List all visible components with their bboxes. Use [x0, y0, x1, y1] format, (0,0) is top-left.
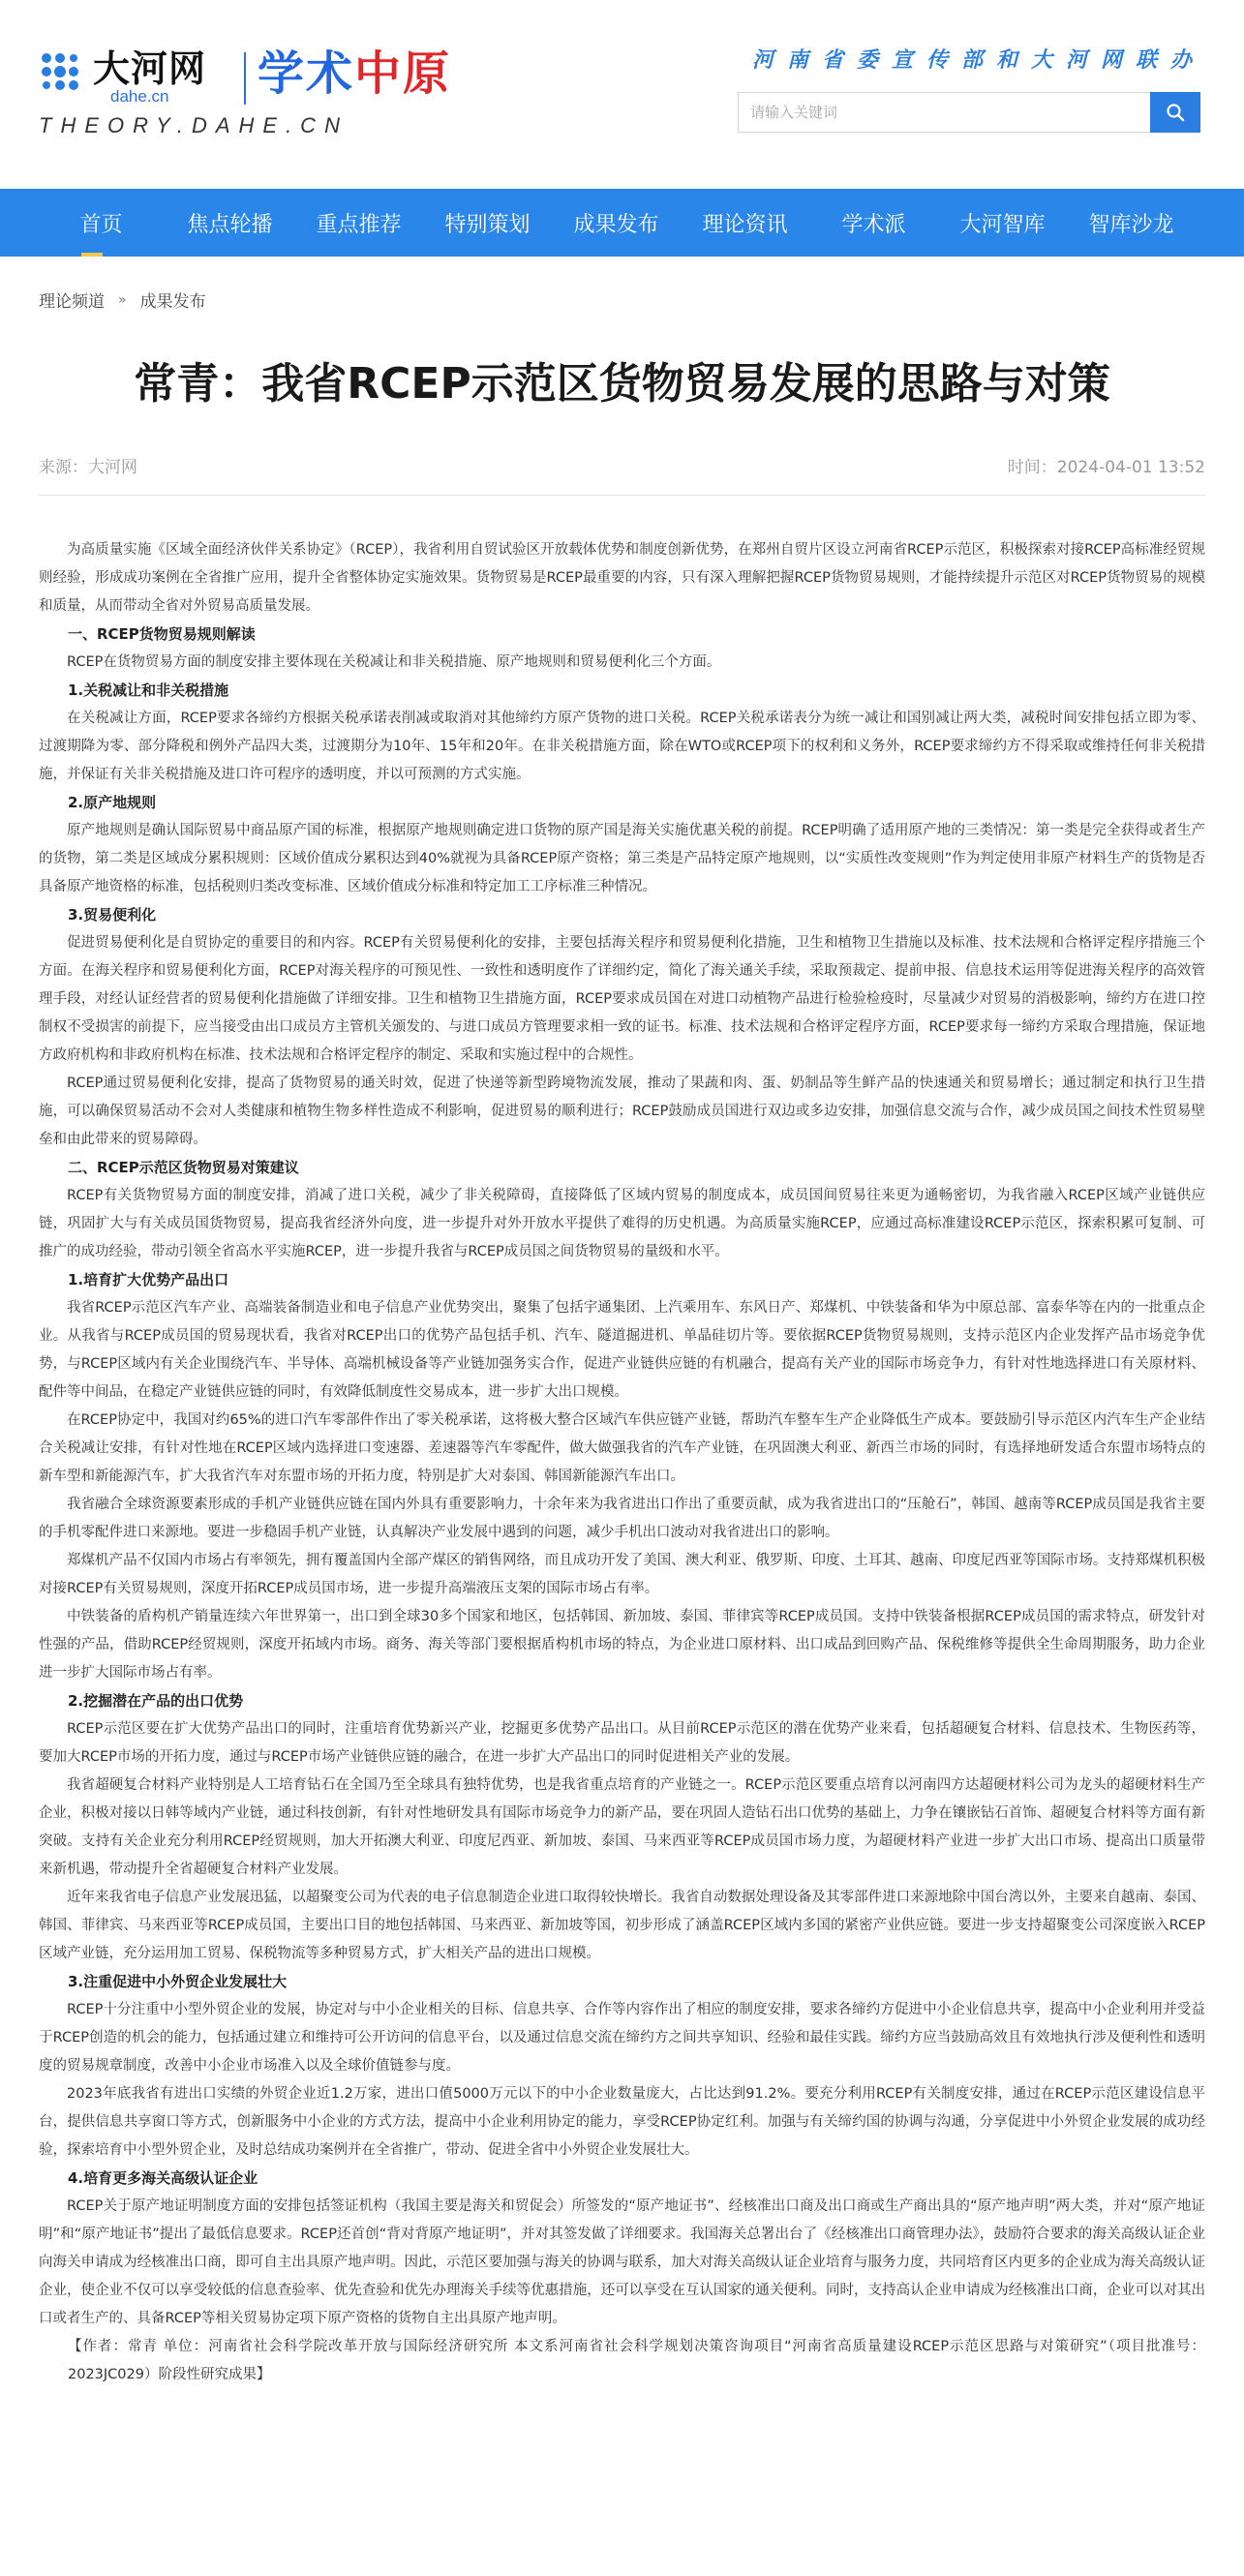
breadcrumb-channel[interactable]: 理论频道	[39, 292, 105, 312]
breadcrumb	[0, 257, 1244, 318]
logo-dahe-text: 大河网	[93, 47, 207, 90]
article-paragraph: RCEP十分注重中小型外贸企业的发展，协定对与中小企业相关的目标、信息共享、合作等内容作出了相应的制度安排，要求各缔约方促进中小企业信息共享，提高中小企业利用并受益于RCEP创造的机会的能力，包括通过建立和维持可公开访问的信息平台，以及通过信息交流在缔约方之间共享知识、经验和最佳实践。缔约方应当鼓励高效且有效地执行涉及便利性和透明度的贸易规章制度，改善中小企业市场准入以及全球价值链参与度。	[39, 2002, 1205, 2074]
logo-zhongyuan-text: 中原	[354, 46, 452, 101]
article-paragraph: 在关税减让方面，RCEP要求各缔约方根据关税承诺表削减或取消对其他缔约方原产货物的进口关税。RCEP关税承诺表分为统一减让和国别减让两大类，减税时间安排包括立即为零、过渡期降为零、部分降税和例外产品四大类，过渡期分为10年、15年和20年。在非关税措施方面，除在WTO或RCEP项下的权利和义务外，RCEP要求缔约方不得采取或维持任何非关税措施，并保证有关非关税措施及进口许可程序的透明度，并以可预测的方式实施。	[39, 711, 1205, 782]
article-paragraph: 为高质量实施《区域全面经济伙伴关系协定》（RCEP），我省利用自贸试验区开放载体优势和制度创新优势，在郑州自贸片区设立河南省RCEP示范区，积极探索对接RCEP高标准经贸规则经验，形成成功案例在全省推广应用，提升全省整体协定实施效果。货物贸易是RCEP最重要的内容，只有深入理解把握RCEP货物贸易规则，才能持续提升示范区对RCEP货物贸易的规模和质量，从而带动全省对外贸易高质量发展。	[39, 542, 1205, 614]
subsection-heading: 2.挖掘潜在产品的出口优势	[68, 1692, 244, 1710]
article-time: 时间：2024-04-01 13:52	[1007, 457, 1205, 477]
site-logo[interactable]	[39, 46, 620, 163]
nav-item-thinktank[interactable]: 大河智库	[959, 212, 1046, 237]
breadcrumb-separator: »	[118, 291, 127, 308]
article-paragraph: 我省融合全球资源要素形成的手机产业链供应链在国内外具有重要影响力，十余年来为我省进出口作出了重要贡献，成为我省进出口的“压舱石”，韩国、越南等RCEP成员国是我省主要的手机零配件进口来源地。要进一步稳固手机产业链，认真解决产业发展中遇到的问题，减少手机出口波动对我省进出口的影响。	[39, 1497, 1205, 1540]
nav-item-news[interactable]: 理论资讯	[702, 212, 788, 237]
subsection-heading: 4.培育更多海关高级认证企业	[68, 2169, 258, 2187]
article-source: 来源：大河网	[39, 457, 137, 477]
search-input[interactable]	[738, 92, 1150, 133]
article-paragraph: 我省超硬复合材料产业特别是人工培育钻石在全国乃至全球具有独特优势，也是我省重点培育的产业链之一。RCEP示范区要重点培育以河南四方达超硬材料公司为龙头的超硬材料生产企业，积极对接以日韩等域内产业链，通过科技创新，有针对性地研发具有国际市场竞争力的新产品，要在巩固人造钻石出口优势的基础上，力争在镶嵌钻石首饰、超硬复合材料等方面有新突破。支持有关企业充分利用RCEP经贸规则，加大开拓澳大利亚、印度尼西亚、新加坡、泰国、马来西亚等RCEP成员国市场力度，为超硬材料产业进一步扩大出口市场、提高出口质量带来新机遇，带动提升全省超硬复合材料产业发展。	[39, 1777, 1205, 1877]
article-title: 常青：我省RCEP示范区货物贸易发展的思路与对策	[134, 359, 1110, 409]
search-button[interactable]	[1150, 92, 1200, 133]
header-slogan: 河南省委宣传部和大河网联办	[751, 48, 1205, 73]
article-paragraph: 我省RCEP示范区汽车产业、高端装备制造业和电子信息产业优势突出，聚集了包括宇通集团、上汽乘用车、东风日产、郑煤机、中铁装备和华为中原总部、富泰华等在内的一批重点企业。从我省与RCEP成员国的贸易现状看，我省对RCEP出口的优势产品包括手机、汽车、隧道掘进机、单晶硅切片等。要依据RCEP货物贸易规则，支持示范区内企业发挥产品市场竞争优势，与RCEP区域内有关企业围绕汽车、半导体、高端机械设备等产业链加强务实合作，促进产业链供应链的有机融合，提高有关产业的国际市场竞争力，有针对性地选择进口有关原材料、配件等中间品，在稳定产业链供应链的同时，有效降低制度性交易成本，进一步扩大出口规模。	[39, 1300, 1205, 1400]
search-icon	[1166, 103, 1185, 122]
breadcrumb-section[interactable]: 成果发布	[139, 292, 206, 312]
search-box	[738, 92, 1200, 133]
article-paragraph: 2023年底我省有进出口实绩的外贸企业近1.2万家，进出口值5000万元以下的中小企业数量庞大，占比达到91.2%。要充分利用RCEP有关制度安排，通过在RCEP示范区建设信息平台，提供信息共享窗口等方式，创新服务中小企业的方式方法，提高中小企业利用协定的能力，享受RCEP协定红利。加强与有关缔约国的协调与沟通，分享促进中小外贸企业发展的成功经验，探索培育中小型外贸企业，及时总结成功案例并在全省推广，带动、促进全省中小外贸企业发展壮大。	[39, 2086, 1205, 2158]
article-body	[0, 496, 1244, 2389]
logo-divider	[244, 52, 246, 105]
article-paragraph: 促进贸易便利化是自贸协定的重要目的和内容。RCEP有关贸易便利化的安排，主要包括海关程序和贸易便利化措施，卫生和植物卫生措施以及标准、技术法规和合格评定程序措施三个方面。在海关程序和贸易便利化方面，RCEP对海关程序的可预见性、一致性和透明度作了详细约定，简化了海关通关手续，采取预裁定、提前申报、信息技术运用等促进海关程序的高效管理手段，对经认证经营者的贸易便利化措施做了详细安排。卫生和植物卫生措施方面，RCEP要求成员国在对进口动植物产品进行检验检疫时，尽量减少对贸易的消极影响，缔约方在进口控制权不受损害的前提下，应当接受由出口成员方主管机关颁发的、与进口成员方管理要求相一致的证书。标准、技术法规和合格评定程序方面，RCEP要求每一缔约方采取合理措施，保证地方政府机构和非政府机构在标准、技术法规和合格评定程序的制定、采取和实施过程中的合规性。	[39, 935, 1205, 1063]
article-paragraph: 郑煤机产品不仅国内市场占有率领先，拥有覆盖国内全部产煤区的销售网络，而且成功开发了美国、澳大利亚、俄罗斯、印度、土耳其、越南、印度尼西亚等国际市场。支持郑煤机积极对接RCEP有关贸易规则，深度开拓RCEP成员国市场，进一步提升高端液压支架的国际市场占有率。	[39, 1553, 1205, 1596]
article-paragraph: 中铁装备的盾构机产销量连续六年世界第一，出口到全球30多个国家和地区，包括韩国、新加坡、泰国、菲律宾等RCEP成员国。支持中铁装备根据RCEP成员国的需求特点，研发针对性强的产品，借助RCEP经贸规则，深度开拓域内市场。商务、海关等部门要根据盾构机市场的特点，为企业进口原材料、出口成品到回购产品、保税维修等提供全生命周期服务，助力企业进一步扩大国际市场占有率。	[39, 1609, 1205, 1681]
article-paragraph: RCEP有关货物贸易方面的制度安排，消减了进口关税，减少了非关税障碍，直接降低了区域内贸易的制度成本，成员国间贸易往来更为通畅密切，为我省融入RCEP区域产业链供应链，巩固扩大与有关成员国货物贸易，提高我省经济外向度，进一步提升对外开放水平提供了难得的历史机遇。为高质量实施RCEP，应通过高标准建设RCEP示范区，探索积累可复制、可推广的成功经验，带动引领全省高水平实施RCEP，进一步提升我省与RCEP成员国之间货物贸易的量级和水平。	[39, 1188, 1205, 1259]
logo-dahecn-text: dahe.cn	[110, 87, 169, 106]
nav-item-academic[interactable]: 学术派	[841, 212, 906, 237]
nav-item-results[interactable]: 成果发布	[573, 212, 659, 237]
article-paragraph: 在RCEP协定中，我国对约65%的进口汽车零部件作出了零关税承诺，这将极大整合区域汽车供应链产业链，帮助汽车整车生产企业降低生产成本。要鼓励引导示范区内汽车生产企业结合关税减让安排，有针对性地在RCEP区域内选择进口变速器、差速器等汽车零配件，做大做强我省的汽车产业链，在巩固澳大利亚、新西兰市场的同时，有选择地研发适合东盟市场特点的新车型和新能源汽车，扩大我省汽车对东盟市场的开拓力度，特别是扩大对泰国、韩国新能源汽车出口。	[39, 1412, 1205, 1484]
dahe-logo-icon	[39, 50, 85, 97]
subsection-heading: 1.培育扩大优势产品出口	[68, 1271, 229, 1288]
logo-theory-url: THEORY.DAHE.CN	[39, 113, 349, 137]
nav-item-home[interactable]: 首页	[37, 189, 166, 257]
logo-xueshu-zhongyuan	[258, 45, 451, 103]
article-paragraph: 原产地规则是确认国际贸易中商品原产国的标准，根据原产地规则确定进口货物的原产国是海关实施优惠关税的前提。RCEP明确了适用原产地的三类情况：第一类是完全获得或者生产的货物，第二类是区域成分累积规则：区域价值成分累积达到40%就视为具备RCEP原产资格；第三类是产品特定原产地规则，以“实质性改变规则”作为判定使用非原产材料生产的货物是否具备原产地资格的标准，包括税则归类改变标准、区域价值成分标准和特定加工工序标准三种情况。	[39, 823, 1205, 894]
article-paragraph: 近年来我省电子信息产业发展迅猛，以超聚变公司为代表的电子信息制造企业进口取得较快增长。我省自动数据处理设备及其零部件进口来源地除中国台湾以外，主要来自越南、泰国、韩国、菲律宾、马来西亚等RCEP成员国，主要出口目的地包括韩国、马来西亚、新加坡等国，初步形成了涵盖RCEP区域内多国的紧密产业供应链。要进一步支持超聚变公司深度嵌入RCEP区域产业链，充分运用加工贸易、保税物流等多种贸易方式，扩大相关产品的进出口规模。	[39, 1890, 1205, 1961]
subsection-heading: 2.原产地规则	[68, 794, 157, 811]
article-paragraph: RCEP在货物贸易方面的制度安排主要体现在关税减让和非关税措施、原产地规则和贸易便利化三个方面。	[67, 654, 721, 670]
subsection-heading: 1.关税减让和非关税措施	[68, 682, 229, 699]
subsection-heading: 3.注重促进中小外贸企业发展壮大	[68, 1973, 288, 1990]
article-paragraph: RCEP关于原产地证明制度方面的安排包括签证机构（我国主要是海关和贸促会）所签发的“原产地证书”、经核准出口商及出口商或生产商出具的“原产地声明”两大类，并对“原产地证明”和“原产地证书”提出了最低信息要求。RCEP还首创“背对背原产地证明”，并对其签发做了详细要求。我国海关总署出台了《经核准出口商管理办法》，鼓励符合要求的海关高级认证企业向海关申请成为经核准出口商，即可自主出具原产地声明。因此，示范区要加强与海关的协调与联系，加大对海关高级认证企业培育与服务力度，共同培育区内更多的企业成为海关高级认证企业，使企业不仅可以享受较低的信息查验率、优先查验和优先办理海关手续等优惠措施，还可以享受在互认国家的通关便利。同时，支持高认企业申请成为经核准出口商，企业可以对其出口或者生产的、具备RCEP等相关贸易协定项下原产资格的货物自主出具原产地声明。	[39, 2198, 1205, 2326]
section-heading: 二、RCEP示范区货物贸易对策建议	[68, 1159, 299, 1176]
section-heading: 一、RCEP货物贸易规则解读	[68, 625, 256, 643]
nav-item-focus[interactable]: 焦点轮播	[187, 212, 273, 237]
author-note: 【作者：常青 单位：河南省社会科学院改革开放与国际经济研究所 本文系河南省社会科学规划决策咨询项目“河南省高质量建设RCEP示范区思路与对策研究”（项目批准号：2023JC029）阶段性研究成果】	[68, 2339, 1205, 2382]
nav-item-salon[interactable]: 智库沙龙	[1088, 212, 1174, 237]
main-nav	[0, 189, 1244, 257]
subsection-heading: 3.贸易便利化	[68, 906, 157, 924]
article-meta	[0, 450, 1244, 479]
nav-item-special[interactable]: 特别策划	[444, 212, 531, 237]
article-paragraph: RCEP示范区要在扩大优势产品出口的同时，注重培育优势新兴产业，挖掘更多优势产品出口。从目前RCEP示范区的潜在优势产业来看，包括超硬复合材料、信息技术、生物医药等，要加大RCEP市场的开拓力度，通过与RCEP市场产业链供应链的融合，在进一步扩大产品出口的同时促进相关产业的发展。	[39, 1721, 1205, 1765]
nav-item-recommend[interactable]: 重点推荐	[316, 212, 402, 237]
logo-xueshu-text: 学术	[258, 46, 355, 101]
site-header	[0, 0, 1244, 189]
article-paragraph: RCEP通过贸易便利化安排，提高了货物贸易的通关时效，促进了快递等新型跨境物流发展，推动了果蔬和肉、蛋、奶制品等生鲜产品的快速通关和贸易增长；通过制定和执行卫生措施，可以确保贸易活动不会对人类健康和植物生物多样性造成不利影响，促进贸易的顺利进行；RCEP鼓励成员国进行双边或多边安排，加强信息交流与合作，减少成员国之间技术性贸易壁垒和由此带来的贸易障碍。	[39, 1076, 1205, 1147]
